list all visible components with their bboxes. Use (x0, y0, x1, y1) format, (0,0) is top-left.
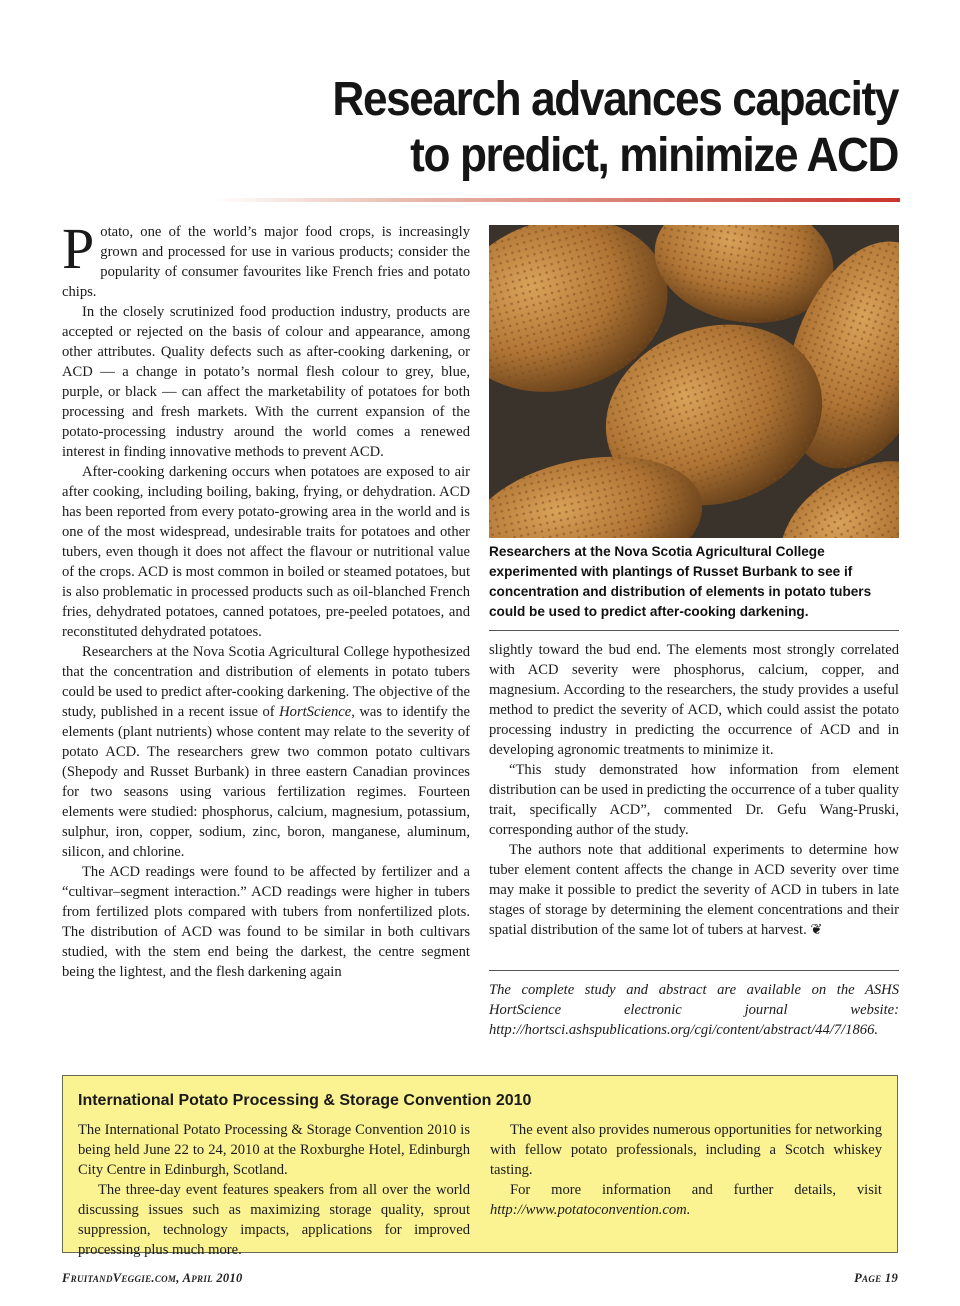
article-paragraph-4 (62, 642, 470, 862)
sidebar-paragraph-4 (490, 1180, 882, 1220)
article-paragraph-4-text-b: , was to identify the elements (plant nutrients) whose content may relate to the severity of potato ACD. The researchers grew two common potato cultivars (Shepody and Russet Burbank) in three eastern Canadian provinces for two seasons using various fertilization regimes. Fourteen elements were studied: phosphorus, calcium, magnesium, potassium, sulphur, iron, copper, sodium, zinc, boron, manganese, aluminum, silicon, and chlorine. (62, 704, 470, 860)
potato-shapes (489, 225, 899, 538)
article-paragraph-2: In the closely scrutinized food production industry, products are accepted or rejected on the basis of colour and appearance, among other attributes. Quality defects such as after-cooking darkening, or ACD — a change in potato’s normal flesh colour to grey, blue, purple, or black — can affect the marketability of potatoes for both processing and fresh markets. With the current expansion of the potato-processing industry around the world comes a renewed interest in finding innovative methods to prevent ACD. (62, 304, 470, 460)
journal-name: HortScience (279, 704, 352, 720)
footer-publication: FruitandVeggie.com, April 2010 (62, 1271, 243, 1285)
sidebar-title: International Potato Processing & Storage Convention 2010 (78, 1092, 532, 1109)
article-paragraph-1-text: otato, one of the world’s major food crops, is increasingly grown and processed for use in various products; consider the popularity of consumer favourites like French fries and potato chips. (62, 224, 470, 300)
drop-cap: P (62, 216, 95, 281)
sidebar-right-column (490, 1120, 882, 1220)
sidebar-paragraph-4-text: For more information and further details, visit (510, 1182, 882, 1198)
article-right-paragraph-1: slightly toward the bud end. The elements most strongly correlated with ACD severity were phosphorus, calcium, copper, and magnesium. According to the researchers, the study provides a useful method to predict the severity of ACD, which could assist the potato processing industry in predicting the occurrence of ACD and in developing agronomic treatments to minimize it. (489, 642, 899, 758)
potato-illustration (489, 225, 899, 538)
article-right-column (489, 640, 899, 940)
article-paragraph-5: The ACD readings were found to be affected by fertilizer and a “cultivar–segment interaction.” ACD readings were higher in tubers from fertilized plots compared with tubers from nonfertilized plots. The distribution of ACD was found to be similar in both cultivars studied, with the stem end being the darkest, the centre segment being the lightest, and the flesh darkening again (62, 864, 470, 980)
convention-link[interactable]: http://www.potatoconvention.com. (490, 1202, 691, 1218)
source-note: The complete study and abstract are available on the ASHS HortScience electronic journal website: http://hortsci.ashspublications.org/cgi/content/abstract/44/7/1866. (489, 982, 899, 1038)
potato-photo (489, 225, 899, 538)
article-paragraph-1 (62, 216, 470, 302)
sidebar-paragraph-1: The International Potato Processing & Storage Convention 2010 is being held June 22 to 24, 2010 at the Roxburghe Hotel, Edinburgh City Centre in Edinburgh, Scotland. (78, 1122, 470, 1178)
article-right-paragraph-2: “This study demonstrated how information from element distribution can be used in predicting the occurrence of a tuber quality trait, specifically ACD”, commented Dr. Gefu Wang-Pruski, corresponding author of the study. (489, 762, 899, 838)
note-divider (489, 970, 899, 971)
sidebar-paragraph-2: The three-day event features speakers from all over the world discussing issues such as maximizing storage quality, sprout suppression, technology impacts, applications for improved processing plus much more. (78, 1182, 470, 1258)
convention-sidebar (62, 1075, 898, 1258)
article-left-column (62, 216, 470, 982)
article-paragraph-4-text-a: Researchers at the Nova Scotia Agricultural College hypothesized that the concentration and distribution of elements in potato tubers could be used to predict after-cooking darkening. The objective of the study, published in a recent issue of (62, 644, 470, 720)
article-paragraph-3: After-cooking darkening occurs when potatoes are exposed to air after cooking, including boiling, baking, frying, or dehydration. ACD has been reported from every potato-growing area in the world and is one of the most widespread, undesirable traits for potatoes and other tubers, even though it does not affect the flavour or nutritional value of the crops. ACD is most common in boiled or steamed potatoes, but is also problematic in processed products such as oil-blanched French fries, dehydrated potatoes, canned potatoes, pre-peeled potatoes, and reconstituted dehydrated potatoes. (62, 464, 470, 640)
article-title (178, 72, 898, 184)
sidebar-left-column (78, 1120, 470, 1260)
caption-divider (489, 630, 899, 631)
article-title-line-1: Research advances capacity (332, 73, 898, 126)
article-right-paragraph-3 (489, 840, 899, 940)
end-mark-icon: ❦ (810, 922, 823, 938)
sidebar-paragraph-3: The event also provides numerous opportunities for networking with fellow potato professionals, including a Scotch whiskey tasting. (490, 1122, 882, 1178)
photo-caption: Researchers at the Nova Scotia Agricultural College experimented with plantings of Russet Burbank to see if concentration and distribution of elements in potato tubers could be used to predict after-cooking darkening. (489, 544, 872, 619)
article-title-line-2: to predict, minimize ACD (410, 129, 898, 182)
footer-page-number: Page 19 (854, 1271, 898, 1285)
title-underline (212, 198, 900, 202)
article-right-paragraph-3-text: The authors note that additional experiments to determine how tuber element content affects the change in ACD severity over time may make it possible to predict the severity of ACD in tubers in late stages of storage by determining the element concentrations and their spatial distribution of the same lot of tubers at harvest. (489, 842, 899, 938)
